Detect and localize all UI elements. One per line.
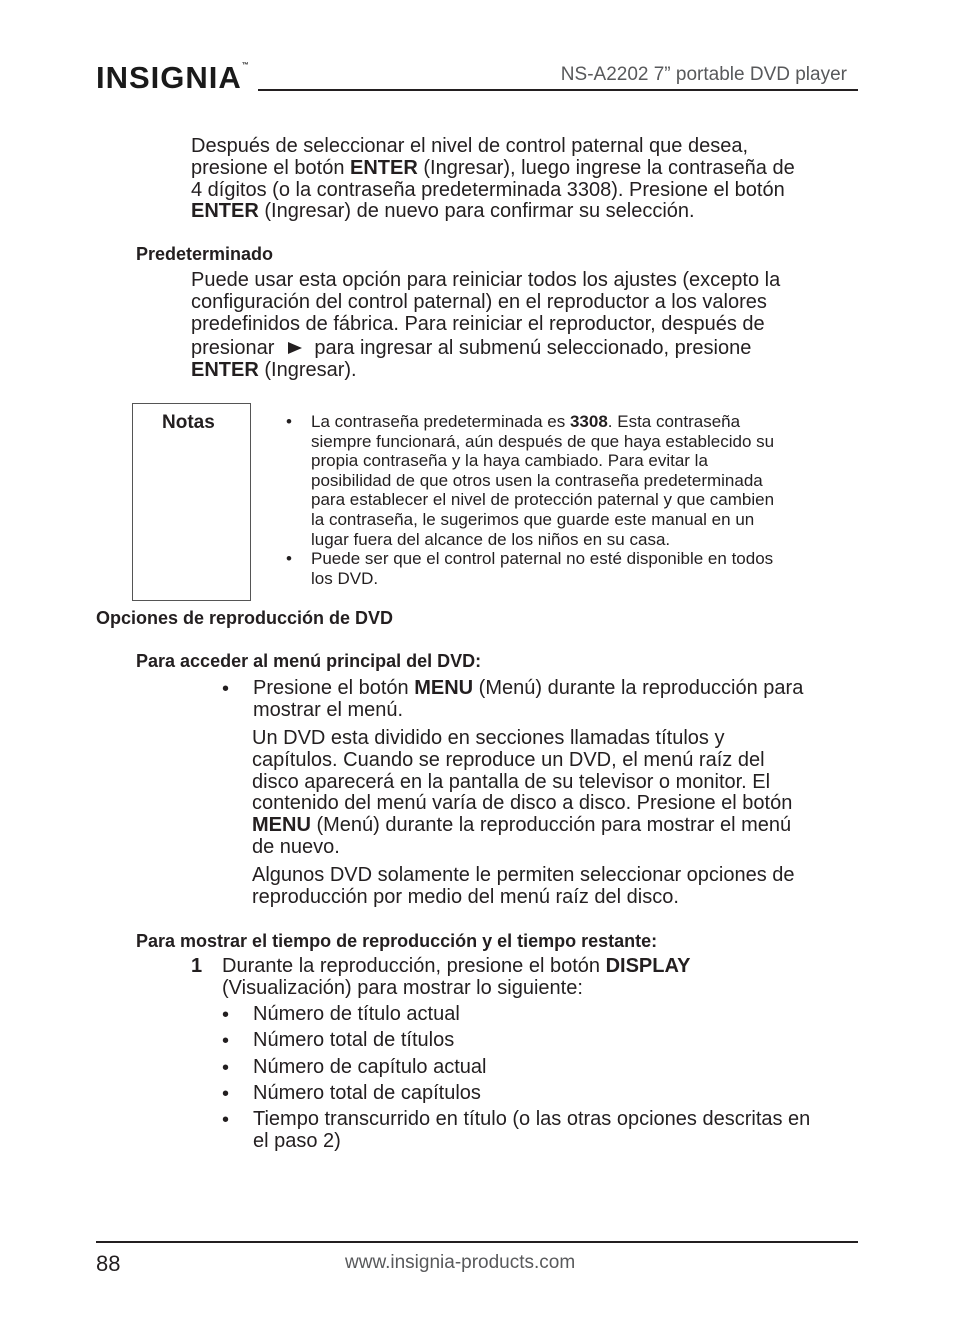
menu-keyword: MENU (414, 677, 474, 699)
text-run: Durante la reproducción, presione el botón (222, 955, 606, 977)
note-line: para establecer el nivel de protección paternal y que cambien (311, 490, 775, 510)
logo-trademark: ™ (241, 62, 249, 69)
dvd-line: capítulos. Cuando se reproduce un DVD, el menú raíz del (252, 748, 765, 771)
note-line: Puede ser que el control paternal no esté disponible en todos (311, 549, 774, 568)
dvd-line (252, 815, 792, 837)
list-item-line: Tiempo transcurrido en título (o las otras opciones descritas en (253, 1108, 811, 1130)
note-line: posibilidad de que otros usen la contraseña predeterminada (311, 470, 763, 490)
list-item: Número total de títulos (253, 1029, 455, 1051)
list-item: Número de capítulo actual (253, 1056, 487, 1078)
list-item: Número de título actual (253, 1003, 460, 1025)
menu-line: mostrar el menú. (253, 698, 404, 721)
insignia-logo (96, 62, 249, 93)
display-keyword: DISPLAY (605, 955, 691, 977)
right-arrow-icon (288, 342, 302, 354)
text-run: presione el botón (191, 156, 351, 179)
text-run: para ingresar al submenú seleccionado, presione (314, 337, 752, 360)
text-run: (Ingresar), luego ingrese la contraseña de (417, 156, 795, 179)
note-line (311, 412, 774, 432)
note-bullet: • (286, 549, 292, 568)
menu-bullet-text (253, 678, 803, 722)
bullet: • (222, 1030, 230, 1052)
enter-keyword: ENTER (191, 359, 259, 382)
footer-url: www.insignia-products.com (345, 1252, 576, 1273)
menu-heading: Para acceder al menú principal del DVD: (136, 651, 482, 671)
dvd-section-heading: Opciones de reproducción de DVD (96, 608, 394, 628)
intro-paragraph (191, 136, 795, 223)
predet-line: Puede usar esta opción para reiniciar todos los ajustes (excepto la (191, 269, 781, 291)
list-item (253, 1109, 810, 1153)
note-line: siempre funcionará, aún después de que haya establecido su (311, 431, 775, 451)
text-run: presionar (191, 337, 275, 360)
predet-line: predefinidos de fábrica. Para reiniciar el reproductor, después de (191, 312, 765, 335)
predeterminado-paragraph (191, 270, 780, 382)
step-number: 1 (191, 955, 203, 977)
dvd-line: reproducción por medio del menú raíz del disco. (252, 885, 679, 908)
text-run: La contraseña predeterminada es (311, 412, 570, 431)
text-run: (Menú) durante la reproducción para mostrar el menú (310, 814, 792, 837)
dvd-line: contenido del menú varía de disco a disco. Presione el botón (252, 792, 793, 815)
note-1 (311, 412, 774, 549)
text-run: (Menú) durante la reproducción para (473, 677, 804, 699)
step-line (222, 956, 690, 978)
predet-line (191, 360, 780, 382)
dvd-paragraph-1 (252, 728, 792, 859)
bullet: • (222, 1083, 230, 1105)
bullet: • (222, 1057, 230, 1079)
dvd-line: Un DVD esta dividido en secciones llamadas títulos y (252, 727, 725, 749)
text-run: (Ingresar) de nuevo para confirmar su selección. (258, 200, 695, 223)
header-rule (258, 89, 858, 91)
predet-line: configuración del control paternal) en el reproductor a los valores (191, 290, 767, 313)
dvd-paragraph-2 (252, 865, 795, 909)
password-value: 3308 (569, 412, 608, 431)
text-run: . Esta contraseña (607, 412, 741, 431)
list-item: Número total de capítulos (253, 1082, 481, 1104)
text-run: (Ingresar). (258, 359, 357, 382)
notes-label: Notas (162, 412, 215, 433)
bullet: • (222, 678, 230, 700)
dvd-line: de nuevo. (252, 835, 340, 858)
note-2 (311, 549, 773, 588)
footer-rule (96, 1241, 858, 1243)
intro-line: Después de seleccionar el nivel de control paternal que desea, (191, 135, 749, 157)
predet-line (191, 338, 780, 360)
bullet: • (222, 1109, 230, 1131)
note-line: propia contraseña y la haya cambiado. Para evitar la (311, 451, 708, 471)
dvd-line: disco aparecerá en la pantalla de su televisor o monitor. El (252, 770, 771, 793)
intro-line: 4 dígitos (o la contraseña predeterminada 3308). Presione el botón (191, 178, 785, 201)
note-bullet: • (286, 412, 292, 431)
tiempo-heading: Para mostrar el tiempo de reproducción y el tiempo restante: (136, 931, 658, 951)
page-number: 88 (96, 1251, 121, 1276)
step-1-text (222, 956, 690, 1000)
bullet: • (222, 1004, 230, 1026)
enter-keyword: ENTER (350, 156, 418, 179)
predeterminado-heading: Predeterminado (136, 244, 274, 264)
step-line: (Visualización) para mostrar lo siguiente: (222, 976, 583, 999)
logo-text: INSIGNIA (96, 60, 242, 95)
dvd-line: Algunos DVD solamente le permiten seleccionar opciones de (252, 864, 795, 886)
header-title: NS-A2202 7” portable DVD player (560, 64, 847, 85)
note-line: la contraseña, le sugerimos que guarde este manual en un (311, 509, 755, 529)
menu-keyword: MENU (252, 814, 311, 837)
note-line: lugar fuera del alcance de los niños en su casa. (311, 529, 671, 549)
enter-keyword: ENTER (191, 200, 259, 223)
note-line: los DVD. (311, 568, 379, 588)
intro-line (191, 201, 795, 223)
intro-line (191, 158, 795, 180)
menu-line (253, 678, 803, 700)
list-item-line: el paso 2) (253, 1129, 341, 1152)
text-run: Presione el botón (253, 677, 415, 699)
